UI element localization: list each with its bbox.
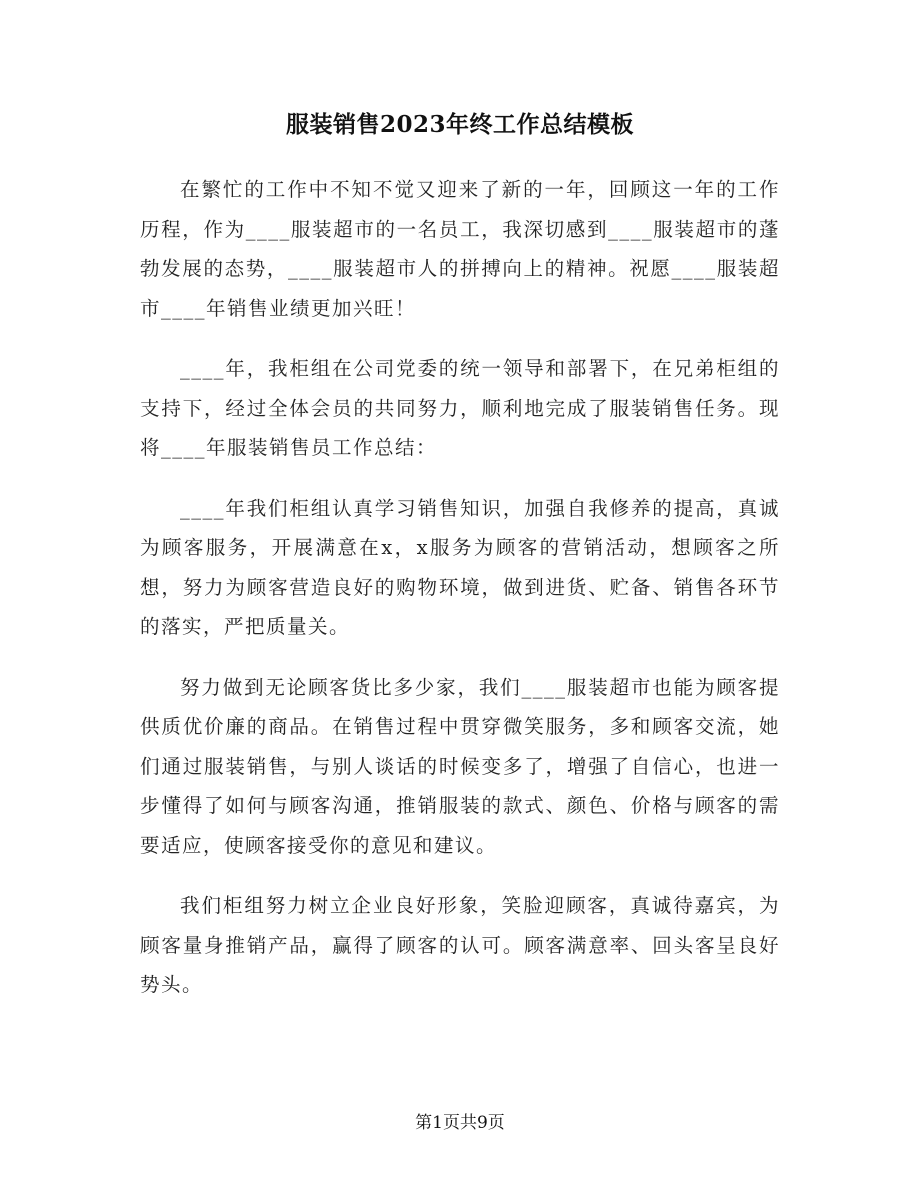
- paragraph-service: 努力做到无论顾客货比多少家，我们____服装超市也能为顾客提供质优价廉的商品。在销售过程中贯穿微笑服务，多和顾客交流，她们通过服装销售，与别人谈话的时候变多了，增强了自信心，也进一步懂得了如何与顾客沟通，推销服装的款式、颜色、价格与顾客的需要适应，使顾客接受你的意见和建议。: [140, 675, 780, 857]
- paragraph-summary-lead: ____年，我柜组在公司党委的统一领导和部署下，在兄弟柜组的支持下，经过全体会员的共同努力，顺利地完成了服装销售任务。现将____年服装销售员工作总结：: [140, 357, 780, 459]
- paragraph-image: 我们柜组努力树立企业良好形象，笑脸迎顾客，真诚待嘉宾，为顾客量身推销产品，赢得了顾客的认可。顾客满意率、回头客呈良好势头。: [140, 894, 780, 996]
- paragraph-intro: 在繁忙的工作中不知不觉又迎来了新的一年，回顾这一年的工作历程，作为____服装超市的一名员工，我深切感到____服装超市的蓬勃发展的态势，____服装超市人的拼搏向上的精神。祝愿____服装超市____年销售业绩更加兴旺！: [140, 178, 780, 320]
- page-number: 第1页共9页: [415, 1113, 505, 1133]
- paragraph-learning: ____年我们柜组认真学习销售知识，加强自我修养的提高，真诚为顾客服务，开展满意在x，x服务为顾客的营销活动，想顾客之所想，努力为顾客营造良好的购物环境，做到进货、贮备、销售各环节的落实，严把质量关。: [140, 496, 780, 638]
- document-title: 服装销售2023年终工作总结模板: [285, 111, 634, 138]
- document-body: [140, 170, 780, 1026]
